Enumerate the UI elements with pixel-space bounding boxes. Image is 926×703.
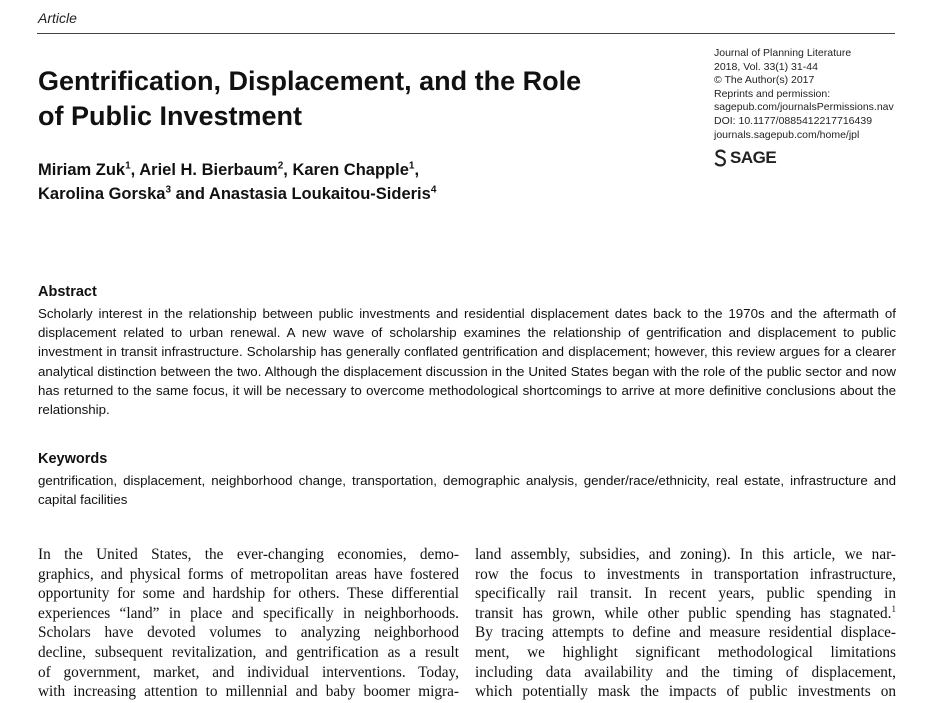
body-line: ment, we highlight significant methodological limitations [475, 643, 896, 661]
abstract-heading: Abstract [38, 284, 97, 300]
copyright-notice: © The Author(s) 2017 [714, 74, 815, 87]
affiliation-mark: 4 [430, 184, 437, 196]
body-line: In the United States, the ever-changing economies, demo- [38, 546, 459, 563]
body-line: opportunity for some and hardship for others. These differential [38, 585, 459, 603]
journal-name: Journal of Planning Literature [714, 47, 852, 59]
affiliation-mark: 1 [125, 160, 131, 172]
body-line: including data availability and the timing of displacement, [475, 663, 896, 681]
body-line: land assembly, subsidies, and zoning). In this article, we nar- [475, 546, 896, 563]
body-line: decline, subsequent revitalization, and gentrification as a result [38, 643, 459, 661]
abstract-text: Scholarly interest in the relationship between public investments and residential displacement dates back to the 1970s and the aftermath of displacement related to urban renewal. A new wave of scholarship examines the relationship of gentrification and displacement to public investment in transit infrastructure. Scholarship has generally conflated gentrification and displacement; however, this review argues for a clearer analytical distinction between the two. Although the displacement discussion in the United States began with the role of the public sector and now has returned to the same focus, it will be necessary to overcome methodological shortcomings to arrive at more definitive conclusions about the relationship. [38, 306, 896, 418]
author-line [38, 158, 598, 182]
body-line: which potentially mask the impacts of public investments on [475, 683, 896, 701]
author-line [38, 182, 598, 206]
journal-home-link[interactable]: journals.sagepub.com/home/jpl [714, 128, 860, 141]
body-line: experiences “land” in place and specifically in neighborhoods. [38, 604, 459, 622]
body-column-left [38, 545, 459, 702]
title-line: Gentrification, Displacement, and the Role [38, 66, 582, 96]
author-name: Miriam Zuk [38, 161, 126, 179]
body-line-text: transit has grown, while other public spending has stagnated. [475, 604, 892, 622]
sage-s-icon [714, 149, 727, 167]
author-name: Ariel H. Bierbaum [139, 161, 278, 179]
body-line: row the focus to investments in transportation infrastructure, [475, 565, 896, 583]
author-name: Anastasia Loukaitou-Sideris [208, 185, 431, 203]
permissions-link[interactable]: sagepub.com/journalsPermissions.nav [714, 101, 894, 114]
doi-link[interactable]: DOI: 10.1177/0885412217716439 [714, 114, 873, 127]
author-separator: , [130, 161, 140, 179]
journal-info [714, 47, 904, 142]
body-line: Scholars have devoted volumes to analyzing neighborhood [38, 624, 459, 642]
body-line: specifically rail transit. In recent years, public spending in [475, 585, 896, 603]
reprints-label: Reprints and permission: [714, 87, 831, 100]
paper-title [38, 64, 678, 134]
author-list [38, 158, 598, 206]
publisher-name: SAGE [730, 148, 777, 167]
body-line-with-footnote [475, 604, 896, 624]
title-line: of Public Investment [38, 101, 303, 131]
body-column-right [475, 545, 896, 702]
author-name: Karolina Gorska [38, 185, 166, 203]
body-line: with increasing attention to millennial and baby boomer migra- [38, 683, 459, 701]
affiliation-mark: 3 [165, 184, 172, 196]
publisher-logo [714, 148, 776, 168]
journal-volume: 2018, Vol. 33(1) 31-44 [714, 60, 818, 73]
affiliation-mark: 2 [277, 160, 284, 172]
author-separator: , [414, 161, 420, 179]
body-line: By tracing attempts to define and measure residential displace- [475, 624, 896, 642]
header-rule [37, 33, 895, 34]
body-line: of government, market, and individual interventions. Today, [38, 663, 459, 681]
author-separator: , [283, 161, 293, 179]
keywords-text: gentrification, displacement, neighborhood change, transportation, demographic analysis, gender/race/ethnicity, real estate, infrastructure and capital facilities [38, 473, 896, 508]
article-type-label: Article [38, 10, 77, 26]
keywords-heading: Keywords [38, 451, 108, 467]
author-separator: and [171, 185, 209, 203]
author-name: Karen Chapple [292, 161, 409, 179]
footnote-ref[interactable]: 1 [891, 603, 896, 614]
body-line: graphics, and physical forms of metropolitan areas have fostered [38, 565, 459, 583]
affiliation-mark: 1 [408, 160, 415, 172]
